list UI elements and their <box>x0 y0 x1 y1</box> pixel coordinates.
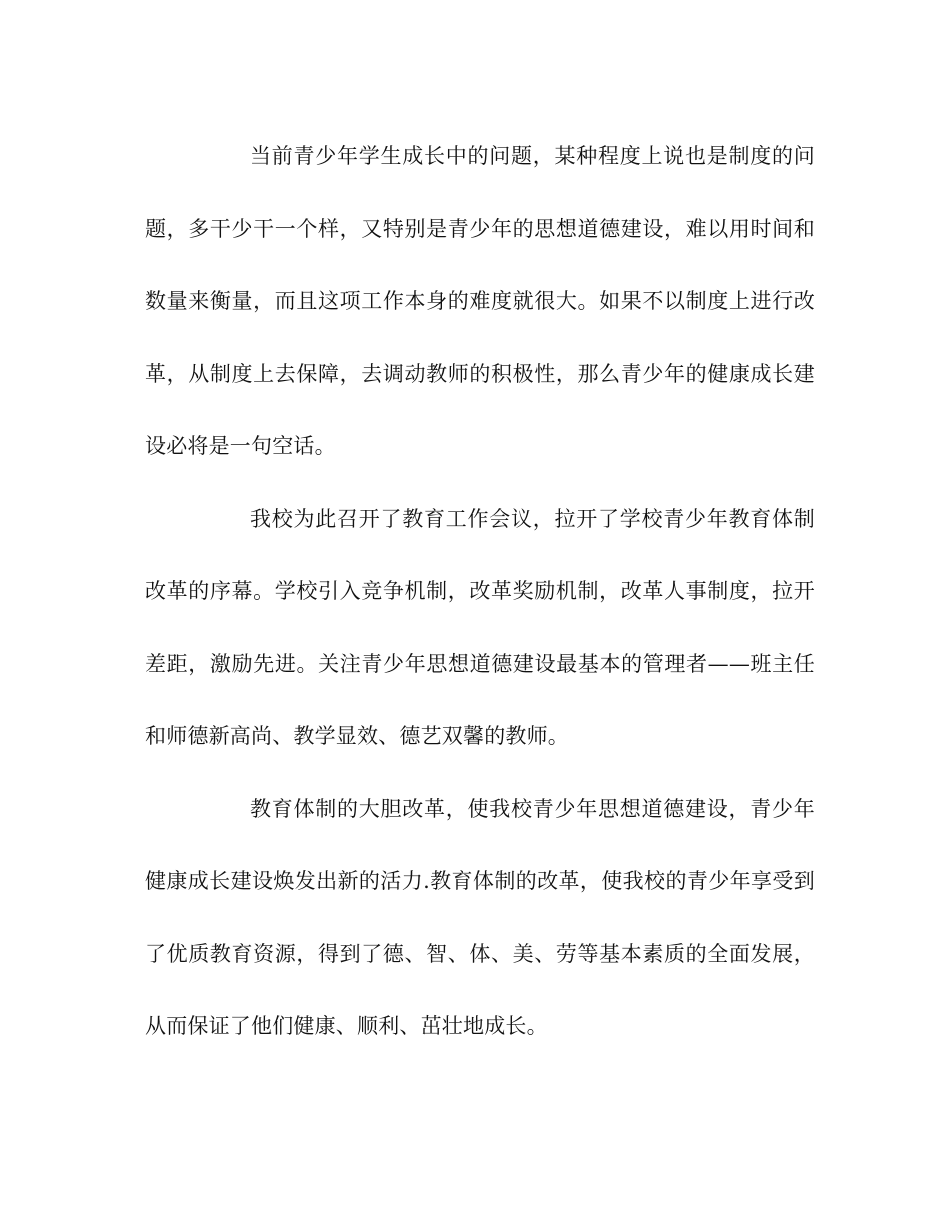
document-body <box>145 120 815 1063</box>
paragraph-1: 当前青少年学生成长中的问题，某种程度上说也是制度的问题，多干少干一个样，又特别是青少年的思想道德建设，难以用时间和数量来衡量，而且这项工作本身的难度就很大。如果不以制度上进行改革，从制度上去保障，去调动教师的积极性，那么青少年的健康成长建设必将是一句空话。 <box>145 144 815 458</box>
paragraph-3: 教育体制的大胆改革，使我校青少年思想道德建设，青少年健康成长建设焕发出新的活力.教育体制的改革，使我校的青少年享受到了优质教育资源，得到了德、智、体、美、劳等基本素质的全面发展，从而保证了他们健康、顺利、茁壮地成长。 <box>145 796 815 1038</box>
paragraph-2: 我校为此召开了教育工作会议，拉开了学校青少年教育体制改革的序幕。学校引入竞争机制，改革奖励机制，改革人事制度，拉开差距，激励先进。关注青少年思想道德建设最基本的管理者——班主任和师德新高尚、教学显效、德艺双馨的教师。 <box>145 506 815 748</box>
